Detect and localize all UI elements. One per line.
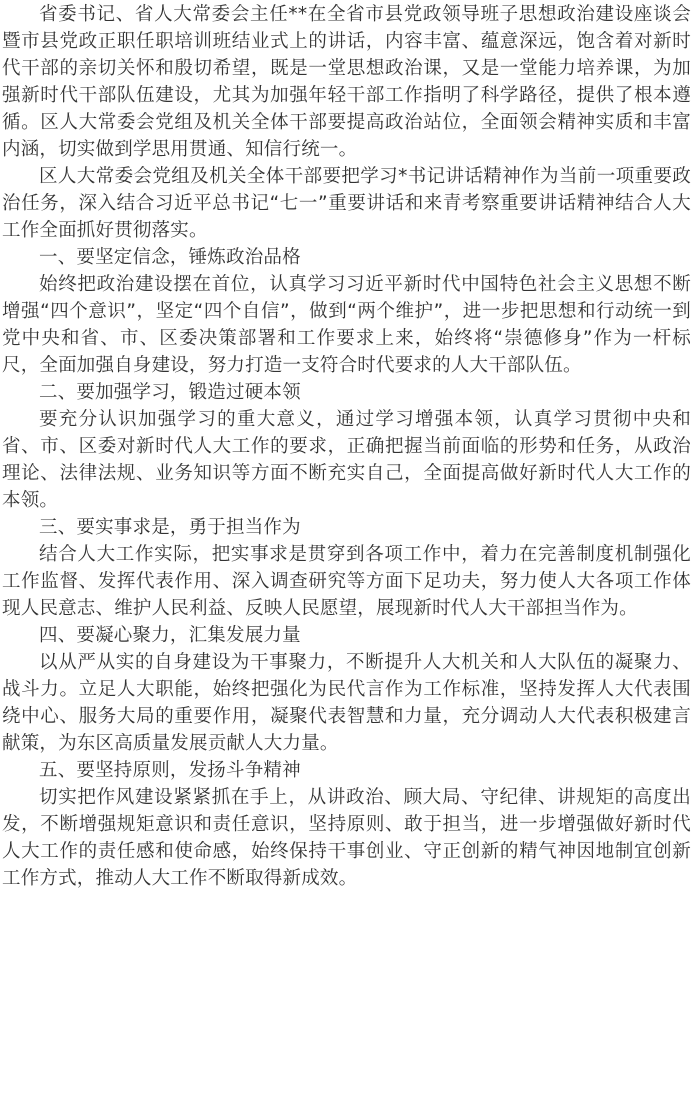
section-body-4: 以从严从实的自身建设为干事聚力，不断提升人大机关和人大队伍的凝聚力、战斗力。立足人大职能，始终把强化为民代言作为工作标准，坚持发挥人大代表围绕中心、服务大局的重要作用，凝聚代表智慧和力量，充分调动人大代表积极建言献策，为东区高质量发展贡献人大力量。 — [2, 652, 691, 754]
section-heading-5: 五、要坚持原则，发扬斗争精神 — [39, 760, 301, 781]
section-heading-3: 三、要实事求是，勇于担当作为 — [39, 517, 301, 538]
task-paragraph: 区人大常委会党组及机关全体干部要把学习*书记讲话精神作为当前一项重要政治任务，深入结合习近平总书记“七一”重要讲话和来青考察重要讲话精神结合人大工作全面抓好贯彻落实。 — [2, 166, 691, 241]
section-body-5: 切实把作风建设紧紧抓在手上，从讲政治、顾大局、守纪律、讲规矩的高度出发，不断增强规矩意识和责任意识，坚持原则、敢于担当，进一步增强做好新时代人大工作的责任感和使命感，始终保持干事创业、守正创新的精气神因地制宜创新工作方式，推动人大工作不断取得新成效。 — [2, 787, 691, 889]
section-body-2: 要充分认识加强学习的重大意义，通过学习增强本领，认真学习贯彻中央和省、市、区委对新时代人大工作的要求，正确把握当前面临的形势和任务，从政治理论、法律法规、业务知识等方面不断充实自己，全面提高做好新时代人大工作的本领。 — [2, 409, 691, 511]
section-heading-4: 四、要凝心聚力，汇集发展力量 — [39, 625, 301, 646]
intro-paragraph: 省委书记、省人大常委会主任**在全省市县党政领导班子思想政治建设座谈会暨市县党政正职任职培训班结业式上的讲话，内容丰富、蕴意深远，饱含着对新时代干部的亲切关怀和殷切希望，既是一堂思想政治课，又是一堂能力培养课，为加强新时代干部队伍建设，尤其为加强年轻干部工作指明了科学路径，提供了根本遵循。区人大常委会党组及机关全体干部要提高政治站位，全面领会精神实质和丰富内涵，切实做到学思用贯通、知信行统一。 — [2, 4, 691, 160]
section-heading-1: 一、要坚定信念，锤炼政治品格 — [39, 247, 301, 268]
article-body — [2, 1, 691, 892]
section-heading-2: 二、要加强学习，锻造过硬本领 — [39, 382, 301, 403]
section-body-3: 结合人大工作实际，把实事求是贯穿到各项工作中，着力在完善制度机制强化工作监督、发挥代表作用、深入调查研究等方面下足功夫，努力使人大各项工作体现人民意志、维护人民利益、反映人民愿望，展现新时代人大干部担当作为。 — [2, 544, 691, 619]
section-body-1: 始终把政治建设摆在首位，认真学习习近平新时代中国特色社会主义思想不断增强“四个意识”，坚定“四个自信”，做到“两个维护”，进一步把思想和行动统一到党中央和省、市、区委决策部署和工作要求上来，始终将“崇德修身”作为一杆标尺，全面加强自身建设，努力打造一支符合时代要求的人大干部队伍。 — [2, 274, 691, 376]
